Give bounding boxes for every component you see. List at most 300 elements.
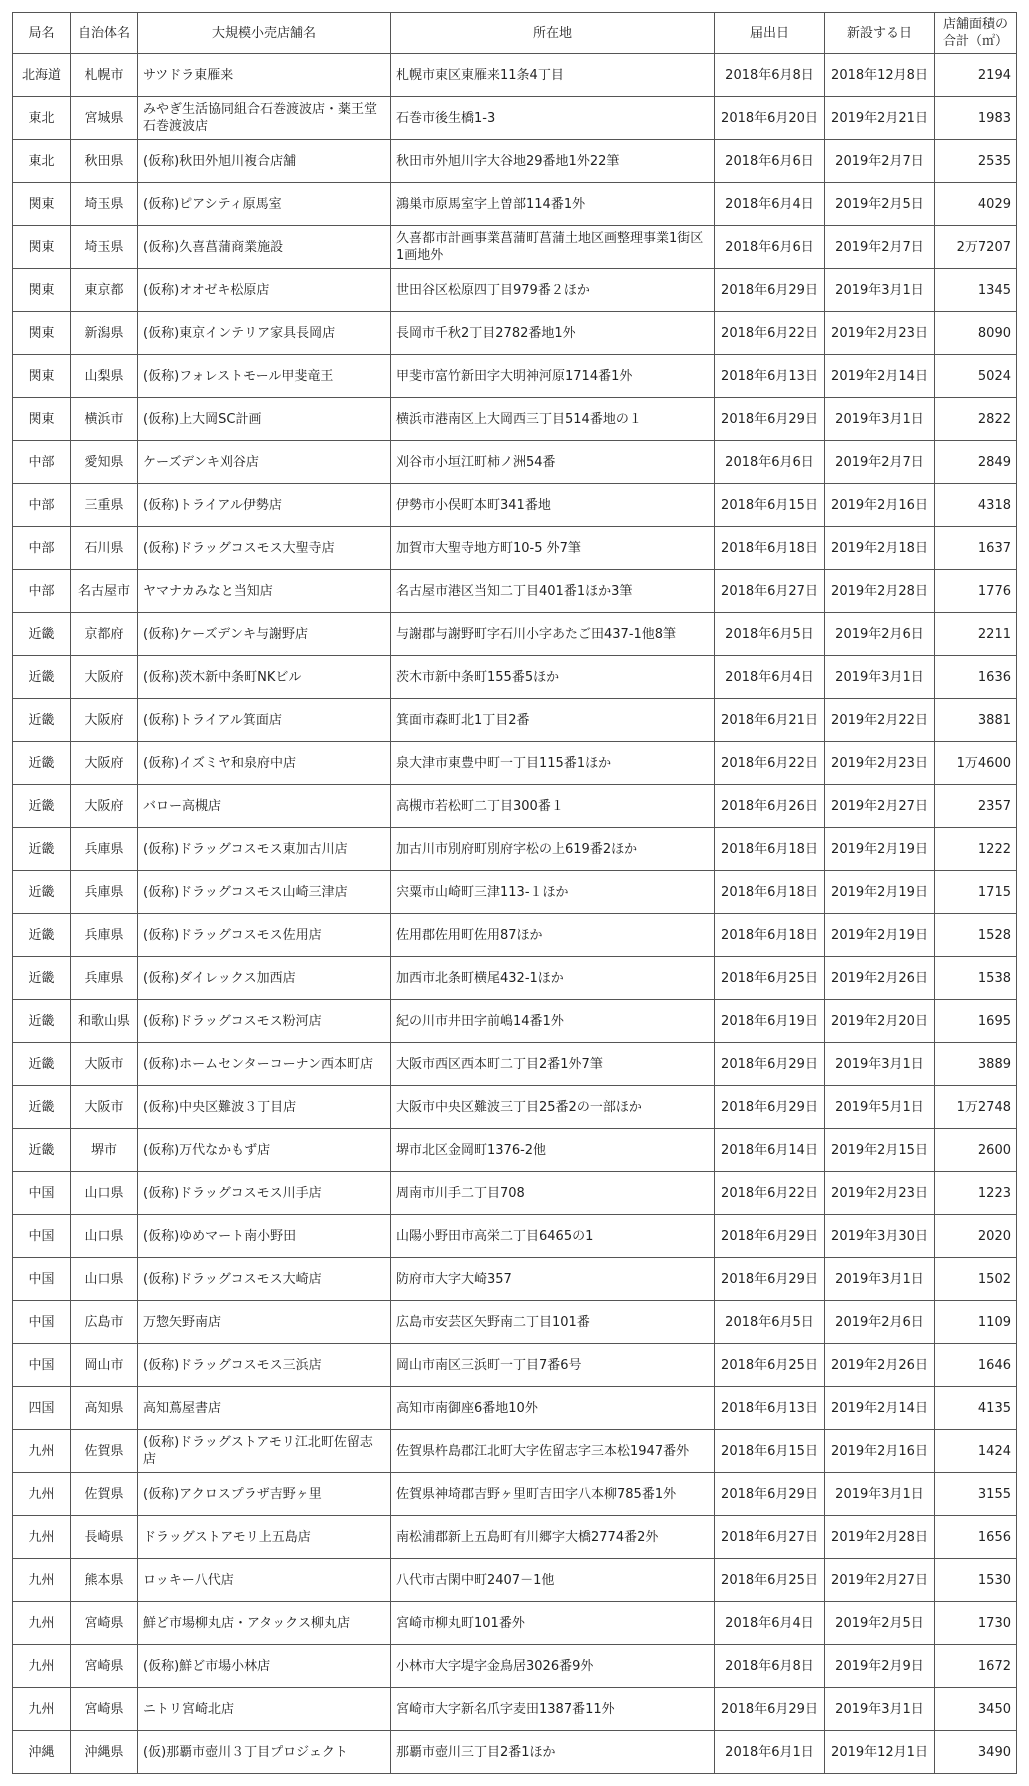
cell-store-name: (仮称)茨木新中条町NKビル <box>138 656 391 699</box>
cell-location: 南松浦郡新上五島町有川郷字大橋2774番2外 <box>391 1516 715 1559</box>
cell-filing-date: 2018年6月15日 <box>715 484 825 527</box>
cell-municipality: 京都府 <box>71 613 138 656</box>
cell-floor-area: 3490 <box>935 1731 1017 1774</box>
cell-filing-date: 2018年6月29日 <box>715 398 825 441</box>
cell-floor-area: 1695 <box>935 1000 1017 1043</box>
table-row <box>13 1301 1017 1344</box>
cell-location: 泉大津市東豊中町一丁目115番1ほか <box>391 742 715 785</box>
cell-bureau: 関東 <box>13 398 71 441</box>
cell-filing-date: 2018年6月29日 <box>715 269 825 312</box>
cell-municipality: 宮崎県 <box>71 1645 138 1688</box>
cell-opening-date: 2019年2月6日 <box>825 1301 935 1344</box>
cell-filing-date: 2018年6月18日 <box>715 527 825 570</box>
cell-filing-date: 2018年6月22日 <box>715 742 825 785</box>
cell-location: 佐賀県神埼郡吉野ヶ里町吉田字八本柳785番1外 <box>391 1473 715 1516</box>
table-row <box>13 1430 1017 1473</box>
cell-bureau: 関東 <box>13 355 71 398</box>
cell-municipality: 宮崎県 <box>71 1602 138 1645</box>
cell-municipality: 山口県 <box>71 1172 138 1215</box>
cell-municipality: 兵庫県 <box>71 957 138 1000</box>
cell-filing-date: 2018年6月18日 <box>715 914 825 957</box>
table-row <box>13 1258 1017 1301</box>
cell-municipality: 堺市 <box>71 1129 138 1172</box>
cell-location: 甲斐市富竹新田字大明神河原1714番1外 <box>391 355 715 398</box>
cell-floor-area: 4135 <box>935 1387 1017 1430</box>
cell-bureau: 関東 <box>13 183 71 226</box>
table-row <box>13 398 1017 441</box>
cell-municipality: 山口県 <box>71 1215 138 1258</box>
cell-store-name: (仮称)万代なかもず店 <box>138 1129 391 1172</box>
cell-store-name: (仮称)ドラッグコスモス大崎店 <box>138 1258 391 1301</box>
table-row <box>13 527 1017 570</box>
cell-bureau: 近畿 <box>13 742 71 785</box>
cell-floor-area: 3450 <box>935 1688 1017 1731</box>
header-filing-date: 届出日 <box>715 13 825 54</box>
cell-filing-date: 2018年6月18日 <box>715 871 825 914</box>
cell-opening-date: 2019年3月30日 <box>825 1215 935 1258</box>
cell-opening-date: 2019年2月14日 <box>825 1387 935 1430</box>
cell-floor-area: 1538 <box>935 957 1017 1000</box>
cell-location: 箕面市森町北1丁目2番 <box>391 699 715 742</box>
cell-filing-date: 2018年6月29日 <box>715 1688 825 1731</box>
cell-filing-date: 2018年6月20日 <box>715 97 825 140</box>
cell-municipality: 長崎県 <box>71 1516 138 1559</box>
cell-filing-date: 2018年6月25日 <box>715 1344 825 1387</box>
cell-municipality: 三重県 <box>71 484 138 527</box>
cell-store-name: 万惣矢野南店 <box>138 1301 391 1344</box>
cell-opening-date: 2019年2月18日 <box>825 527 935 570</box>
cell-filing-date: 2018年6月29日 <box>715 1215 825 1258</box>
cell-location: 横浜市港南区上大岡西三丁目514番地の１ <box>391 398 715 441</box>
cell-municipality: 沖縄県 <box>71 1731 138 1774</box>
cell-location: 世田谷区松原四丁目979番２ほか <box>391 269 715 312</box>
cell-store-name: (仮称)オオゼキ松原店 <box>138 269 391 312</box>
cell-filing-date: 2018年6月22日 <box>715 1172 825 1215</box>
table-row <box>13 1387 1017 1430</box>
cell-municipality: 横浜市 <box>71 398 138 441</box>
cell-location: 札幌市東区東雁来11条4丁目 <box>391 54 715 97</box>
cell-opening-date: 2019年2月14日 <box>825 355 935 398</box>
table-row <box>13 312 1017 355</box>
cell-bureau: 近畿 <box>13 785 71 828</box>
cell-store-name: (仮称)東京インテリア家具長岡店 <box>138 312 391 355</box>
cell-filing-date: 2018年6月15日 <box>715 1430 825 1473</box>
cell-floor-area: 3881 <box>935 699 1017 742</box>
cell-location: 大阪市西区西本町二丁目2番1外7筆 <box>391 1043 715 1086</box>
cell-store-name: (仮称)ドラッグコスモス三浜店 <box>138 1344 391 1387</box>
cell-store-name: サツドラ東雁来 <box>138 54 391 97</box>
cell-bureau: 九州 <box>13 1473 71 1516</box>
cell-floor-area: 1646 <box>935 1344 1017 1387</box>
header-municipality: 自治体名 <box>71 13 138 54</box>
cell-bureau: 関東 <box>13 269 71 312</box>
cell-store-name: (仮称)ケーズデンキ与謝野店 <box>138 613 391 656</box>
cell-location: 加古川市別府町別府字松の上619番2ほか <box>391 828 715 871</box>
table-row <box>13 54 1017 97</box>
cell-filing-date: 2018年6月6日 <box>715 441 825 484</box>
cell-floor-area: 1637 <box>935 527 1017 570</box>
cell-floor-area: 2822 <box>935 398 1017 441</box>
cell-opening-date: 2019年2月15日 <box>825 1129 935 1172</box>
cell-municipality: 佐賀県 <box>71 1473 138 1516</box>
cell-bureau: 中部 <box>13 441 71 484</box>
cell-filing-date: 2018年6月27日 <box>715 570 825 613</box>
cell-store-name: (仮称)ドラッグコスモス川手店 <box>138 1172 391 1215</box>
cell-floor-area: 1109 <box>935 1301 1017 1344</box>
cell-location: 堺市北区金岡町1376-2他 <box>391 1129 715 1172</box>
cell-floor-area: 1223 <box>935 1172 1017 1215</box>
cell-opening-date: 2019年2月27日 <box>825 1559 935 1602</box>
cell-store-name: (仮)那覇市壺川３丁目プロジェクト <box>138 1731 391 1774</box>
cell-filing-date: 2018年6月29日 <box>715 1043 825 1086</box>
cell-location: 名古屋市港区当知二丁目401番1ほか3筆 <box>391 570 715 613</box>
cell-municipality: 山口県 <box>71 1258 138 1301</box>
cell-store-name: (仮称)秋田外旭川複合店舗 <box>138 140 391 183</box>
cell-store-name: (仮称)ドラッグコスモス粉河店 <box>138 1000 391 1043</box>
header-store-name: 大規模小売店舗名 <box>138 13 391 54</box>
cell-store-name: (仮称)フォレストモール甲斐竜王 <box>138 355 391 398</box>
cell-municipality: 大阪市 <box>71 1043 138 1086</box>
table-row <box>13 441 1017 484</box>
cell-bureau: 関東 <box>13 312 71 355</box>
cell-bureau: 近畿 <box>13 699 71 742</box>
cell-store-name: (仮称)トライアル伊勢店 <box>138 484 391 527</box>
cell-opening-date: 2019年2月19日 <box>825 914 935 957</box>
cell-store-name: (仮称)トライアル箕面店 <box>138 699 391 742</box>
cell-bureau: 中部 <box>13 570 71 613</box>
cell-bureau: 九州 <box>13 1645 71 1688</box>
cell-bureau: 東北 <box>13 140 71 183</box>
cell-opening-date: 2019年2月7日 <box>825 140 935 183</box>
cell-opening-date: 2019年2月9日 <box>825 1645 935 1688</box>
cell-opening-date: 2019年3月1日 <box>825 1688 935 1731</box>
table-row <box>13 656 1017 699</box>
cell-floor-area: 1730 <box>935 1602 1017 1645</box>
cell-floor-area: 1528 <box>935 914 1017 957</box>
table-row <box>13 484 1017 527</box>
table-body <box>13 54 1017 1774</box>
cell-floor-area: 2万7207 <box>935 226 1017 269</box>
cell-store-name: 鮮ど市場柳丸店・アタックス柳丸店 <box>138 1602 391 1645</box>
cell-bureau: 九州 <box>13 1430 71 1473</box>
cell-bureau: 沖縄 <box>13 1731 71 1774</box>
cell-filing-date: 2018年6月5日 <box>715 613 825 656</box>
cell-opening-date: 2019年2月7日 <box>825 226 935 269</box>
cell-location: 伊勢市小俣町本町341番地 <box>391 484 715 527</box>
cell-floor-area: 1万2748 <box>935 1086 1017 1129</box>
cell-municipality: 兵庫県 <box>71 914 138 957</box>
cell-floor-area: 2211 <box>935 613 1017 656</box>
cell-bureau: 中国 <box>13 1344 71 1387</box>
cell-municipality: 東京都 <box>71 269 138 312</box>
cell-municipality: 大阪府 <box>71 656 138 699</box>
cell-store-name: (仮称)鮮ど市場小林店 <box>138 1645 391 1688</box>
table-row <box>13 1473 1017 1516</box>
cell-floor-area: 1636 <box>935 656 1017 699</box>
cell-floor-area: 1715 <box>935 871 1017 914</box>
cell-filing-date: 2018年6月21日 <box>715 699 825 742</box>
table-row <box>13 1731 1017 1774</box>
table-row <box>13 1344 1017 1387</box>
cell-bureau: 近畿 <box>13 1043 71 1086</box>
cell-filing-date: 2018年6月6日 <box>715 140 825 183</box>
cell-municipality: 大阪府 <box>71 742 138 785</box>
cell-location: 宮崎市大字新名爪字麦田1387番11外 <box>391 1688 715 1731</box>
cell-location: 佐賀県杵島郡江北町大字佐留志字三本松1947番外 <box>391 1430 715 1473</box>
cell-municipality: 兵庫県 <box>71 871 138 914</box>
table-row <box>13 1559 1017 1602</box>
cell-store-name: (仮称)中央区難波３丁目店 <box>138 1086 391 1129</box>
cell-filing-date: 2018年6月6日 <box>715 226 825 269</box>
cell-municipality: 岡山市 <box>71 1344 138 1387</box>
cell-opening-date: 2019年2月7日 <box>825 441 935 484</box>
cell-floor-area: 2020 <box>935 1215 1017 1258</box>
cell-filing-date: 2018年6月22日 <box>715 312 825 355</box>
cell-store-name: (仮称)イズミヤ和泉府中店 <box>138 742 391 785</box>
cell-municipality: 山梨県 <box>71 355 138 398</box>
cell-filing-date: 2018年6月4日 <box>715 656 825 699</box>
cell-bureau: 近畿 <box>13 1129 71 1172</box>
cell-floor-area: 1530 <box>935 1559 1017 1602</box>
table-row <box>13 785 1017 828</box>
cell-location: 刈谷市小垣江町柿ノ洲54番 <box>391 441 715 484</box>
cell-filing-date: 2018年6月4日 <box>715 1602 825 1645</box>
cell-floor-area: 2849 <box>935 441 1017 484</box>
cell-bureau: 九州 <box>13 1688 71 1731</box>
cell-floor-area: 2600 <box>935 1129 1017 1172</box>
header-floor-area: 店舗面積の合計（㎡） <box>935 13 1017 54</box>
table-row <box>13 613 1017 656</box>
cell-location: 八代市古閑中町2407－1他 <box>391 1559 715 1602</box>
cell-opening-date: 2019年2月19日 <box>825 828 935 871</box>
table-row <box>13 1688 1017 1731</box>
cell-location: 宍粟市山崎町三津113-１ほか <box>391 871 715 914</box>
cell-location: 広島市安芸区矢野南二丁目101番 <box>391 1301 715 1344</box>
table-row <box>13 1086 1017 1129</box>
cell-location: 長岡市千秋2丁目2782番地1外 <box>391 312 715 355</box>
cell-store-name: (仮称)ピアシティ原馬室 <box>138 183 391 226</box>
cell-store-name: ケーズデンキ刈谷店 <box>138 441 391 484</box>
cell-bureau: 中国 <box>13 1172 71 1215</box>
cell-floor-area: 1万4600 <box>935 742 1017 785</box>
cell-location: 石巻市後生橋1-3 <box>391 97 715 140</box>
cell-bureau: 九州 <box>13 1602 71 1645</box>
cell-location: 周南市川手二丁目708 <box>391 1172 715 1215</box>
cell-store-name: ドラッグストアモリ上五島店 <box>138 1516 391 1559</box>
cell-location: 宮崎市柳丸町101番外 <box>391 1602 715 1645</box>
cell-location: 加賀市大聖寺地方町10-5 外7筆 <box>391 527 715 570</box>
cell-opening-date: 2019年12月1日 <box>825 1731 935 1774</box>
cell-municipality: 札幌市 <box>71 54 138 97</box>
cell-opening-date: 2019年2月26日 <box>825 1344 935 1387</box>
cell-floor-area: 2357 <box>935 785 1017 828</box>
cell-filing-date: 2018年6月25日 <box>715 1559 825 1602</box>
cell-filing-date: 2018年6月29日 <box>715 1258 825 1301</box>
cell-floor-area: 5024 <box>935 355 1017 398</box>
cell-location: 秋田市外旭川字大谷地29番地1外22筆 <box>391 140 715 183</box>
table-row <box>13 828 1017 871</box>
cell-store-name: バロー高槻店 <box>138 785 391 828</box>
cell-location: 高槻市若松町二丁目300番１ <box>391 785 715 828</box>
cell-municipality: 埼玉県 <box>71 226 138 269</box>
cell-opening-date: 2019年3月1日 <box>825 398 935 441</box>
cell-filing-date: 2018年6月5日 <box>715 1301 825 1344</box>
cell-location: 与謝郡与謝野町字石川小字あたご田437-1他8筆 <box>391 613 715 656</box>
cell-opening-date: 2019年2月28日 <box>825 570 935 613</box>
cell-municipality: 高知県 <box>71 1387 138 1430</box>
cell-location: 久喜都市計画事業菖蒲町菖蒲土地区画整理事業1街区1画地外 <box>391 226 715 269</box>
cell-store-name: 高知蔦屋書店 <box>138 1387 391 1430</box>
cell-bureau: 関東 <box>13 226 71 269</box>
table-row <box>13 183 1017 226</box>
cell-bureau: 四国 <box>13 1387 71 1430</box>
cell-opening-date: 2019年3月1日 <box>825 1258 935 1301</box>
cell-bureau: 近畿 <box>13 1000 71 1043</box>
cell-filing-date: 2018年6月27日 <box>715 1516 825 1559</box>
cell-floor-area: 2194 <box>935 54 1017 97</box>
cell-opening-date: 2019年3月1日 <box>825 269 935 312</box>
cell-bureau: 近畿 <box>13 1086 71 1129</box>
cell-bureau: 近畿 <box>13 656 71 699</box>
cell-filing-date: 2018年6月14日 <box>715 1129 825 1172</box>
cell-location: 山陽小野田市高栄二丁目6465の1 <box>391 1215 715 1258</box>
cell-opening-date: 2019年2月5日 <box>825 1602 935 1645</box>
cell-bureau: 近畿 <box>13 828 71 871</box>
cell-opening-date: 2018年12月8日 <box>825 54 935 97</box>
cell-filing-date: 2018年6月13日 <box>715 355 825 398</box>
store-table <box>12 12 1017 1774</box>
table-row <box>13 742 1017 785</box>
table-row <box>13 570 1017 613</box>
cell-opening-date: 2019年3月1日 <box>825 1473 935 1516</box>
cell-bureau: 近畿 <box>13 871 71 914</box>
cell-store-name: (仮称)上大岡SC計画 <box>138 398 391 441</box>
cell-opening-date: 2019年2月5日 <box>825 183 935 226</box>
cell-bureau: 中部 <box>13 527 71 570</box>
cell-location: 加西市北条町横尾432-1ほか <box>391 957 715 1000</box>
cell-bureau: 中国 <box>13 1258 71 1301</box>
cell-floor-area: 1424 <box>935 1430 1017 1473</box>
cell-municipality: 和歌山県 <box>71 1000 138 1043</box>
table-row <box>13 1215 1017 1258</box>
table-row <box>13 1645 1017 1688</box>
cell-floor-area: 1776 <box>935 570 1017 613</box>
cell-opening-date: 2019年2月22日 <box>825 699 935 742</box>
cell-filing-date: 2018年6月19日 <box>715 1000 825 1043</box>
cell-bureau: 九州 <box>13 1559 71 1602</box>
table-row <box>13 140 1017 183</box>
table-row <box>13 699 1017 742</box>
cell-store-name: (仮称)ダイレックス加西店 <box>138 957 391 1000</box>
cell-bureau: 北海道 <box>13 54 71 97</box>
cell-store-name: (仮称)ドラッグストアモリ江北町佐留志店 <box>138 1430 391 1473</box>
cell-filing-date: 2018年6月18日 <box>715 828 825 871</box>
cell-filing-date: 2018年6月25日 <box>715 957 825 1000</box>
cell-opening-date: 2019年2月26日 <box>825 957 935 1000</box>
cell-floor-area: 2535 <box>935 140 1017 183</box>
cell-store-name: ロッキー八代店 <box>138 1559 391 1602</box>
cell-filing-date: 2018年6月8日 <box>715 54 825 97</box>
cell-floor-area: 1983 <box>935 97 1017 140</box>
cell-opening-date: 2019年2月27日 <box>825 785 935 828</box>
cell-location: 大阪市中央区難波三丁目25番2の一部ほか <box>391 1086 715 1129</box>
cell-location: 佐用郡佐用町佐用87ほか <box>391 914 715 957</box>
cell-municipality: 佐賀県 <box>71 1430 138 1473</box>
header-bureau: 局名 <box>13 13 71 54</box>
cell-floor-area: 1502 <box>935 1258 1017 1301</box>
cell-bureau: 中国 <box>13 1301 71 1344</box>
cell-opening-date: 2019年2月20日 <box>825 1000 935 1043</box>
cell-filing-date: 2018年6月26日 <box>715 785 825 828</box>
cell-municipality: 秋田県 <box>71 140 138 183</box>
table-row <box>13 269 1017 312</box>
cell-bureau: 中部 <box>13 484 71 527</box>
cell-municipality: 大阪府 <box>71 785 138 828</box>
cell-municipality: 兵庫県 <box>71 828 138 871</box>
cell-filing-date: 2018年6月4日 <box>715 183 825 226</box>
cell-municipality: 大阪府 <box>71 699 138 742</box>
cell-location: 那覇市壺川三丁目2番1ほか <box>391 1731 715 1774</box>
table-row <box>13 1172 1017 1215</box>
cell-store-name: ヤマナカみなと当知店 <box>138 570 391 613</box>
cell-opening-date: 2019年2月21日 <box>825 97 935 140</box>
cell-location: 防府市大字大崎357 <box>391 1258 715 1301</box>
cell-store-name: (仮称)ゆめマート南小野田 <box>138 1215 391 1258</box>
table-row <box>13 957 1017 1000</box>
cell-floor-area: 1656 <box>935 1516 1017 1559</box>
cell-bureau: 九州 <box>13 1516 71 1559</box>
cell-location: 高知市南御座6番地10外 <box>391 1387 715 1430</box>
cell-opening-date: 2019年2月6日 <box>825 613 935 656</box>
cell-opening-date: 2019年2月23日 <box>825 1172 935 1215</box>
cell-opening-date: 2019年2月19日 <box>825 871 935 914</box>
cell-location: 岡山市南区三浜町一丁目7番6号 <box>391 1344 715 1387</box>
cell-municipality: 大阪市 <box>71 1086 138 1129</box>
cell-floor-area: 3889 <box>935 1043 1017 1086</box>
table-row <box>13 1129 1017 1172</box>
cell-location: 茨木市新中条町155番5ほか <box>391 656 715 699</box>
cell-municipality: 名古屋市 <box>71 570 138 613</box>
cell-opening-date: 2019年3月1日 <box>825 1043 935 1086</box>
cell-store-name: (仮称)ドラッグコスモス東加古川店 <box>138 828 391 871</box>
cell-opening-date: 2019年2月28日 <box>825 1516 935 1559</box>
cell-store-name: (仮称)ドラッグコスモス大聖寺店 <box>138 527 391 570</box>
cell-store-name: (仮称)ドラッグコスモス山崎三津店 <box>138 871 391 914</box>
cell-floor-area: 4029 <box>935 183 1017 226</box>
table-row <box>13 226 1017 269</box>
cell-opening-date: 2019年5月1日 <box>825 1086 935 1129</box>
cell-filing-date: 2018年6月29日 <box>715 1086 825 1129</box>
table-row <box>13 914 1017 957</box>
cell-floor-area: 8090 <box>935 312 1017 355</box>
cell-municipality: 愛知県 <box>71 441 138 484</box>
store-table-container <box>12 12 1017 1774</box>
cell-opening-date: 2019年2月23日 <box>825 742 935 785</box>
cell-floor-area: 1672 <box>935 1645 1017 1688</box>
cell-bureau: 近畿 <box>13 957 71 1000</box>
cell-municipality: 宮崎県 <box>71 1688 138 1731</box>
cell-store-name: (仮称)ドラッグコスモス佐用店 <box>138 914 391 957</box>
cell-filing-date: 2018年6月8日 <box>715 1645 825 1688</box>
cell-floor-area: 4318 <box>935 484 1017 527</box>
cell-bureau: 東北 <box>13 97 71 140</box>
cell-municipality: 埼玉県 <box>71 183 138 226</box>
cell-bureau: 近畿 <box>13 613 71 656</box>
cell-store-name: (仮称)アクロスプラザ吉野ヶ里 <box>138 1473 391 1516</box>
cell-store-name: (仮称)久喜菖蒲商業施設 <box>138 226 391 269</box>
cell-bureau: 近畿 <box>13 914 71 957</box>
cell-filing-date: 2018年6月13日 <box>715 1387 825 1430</box>
